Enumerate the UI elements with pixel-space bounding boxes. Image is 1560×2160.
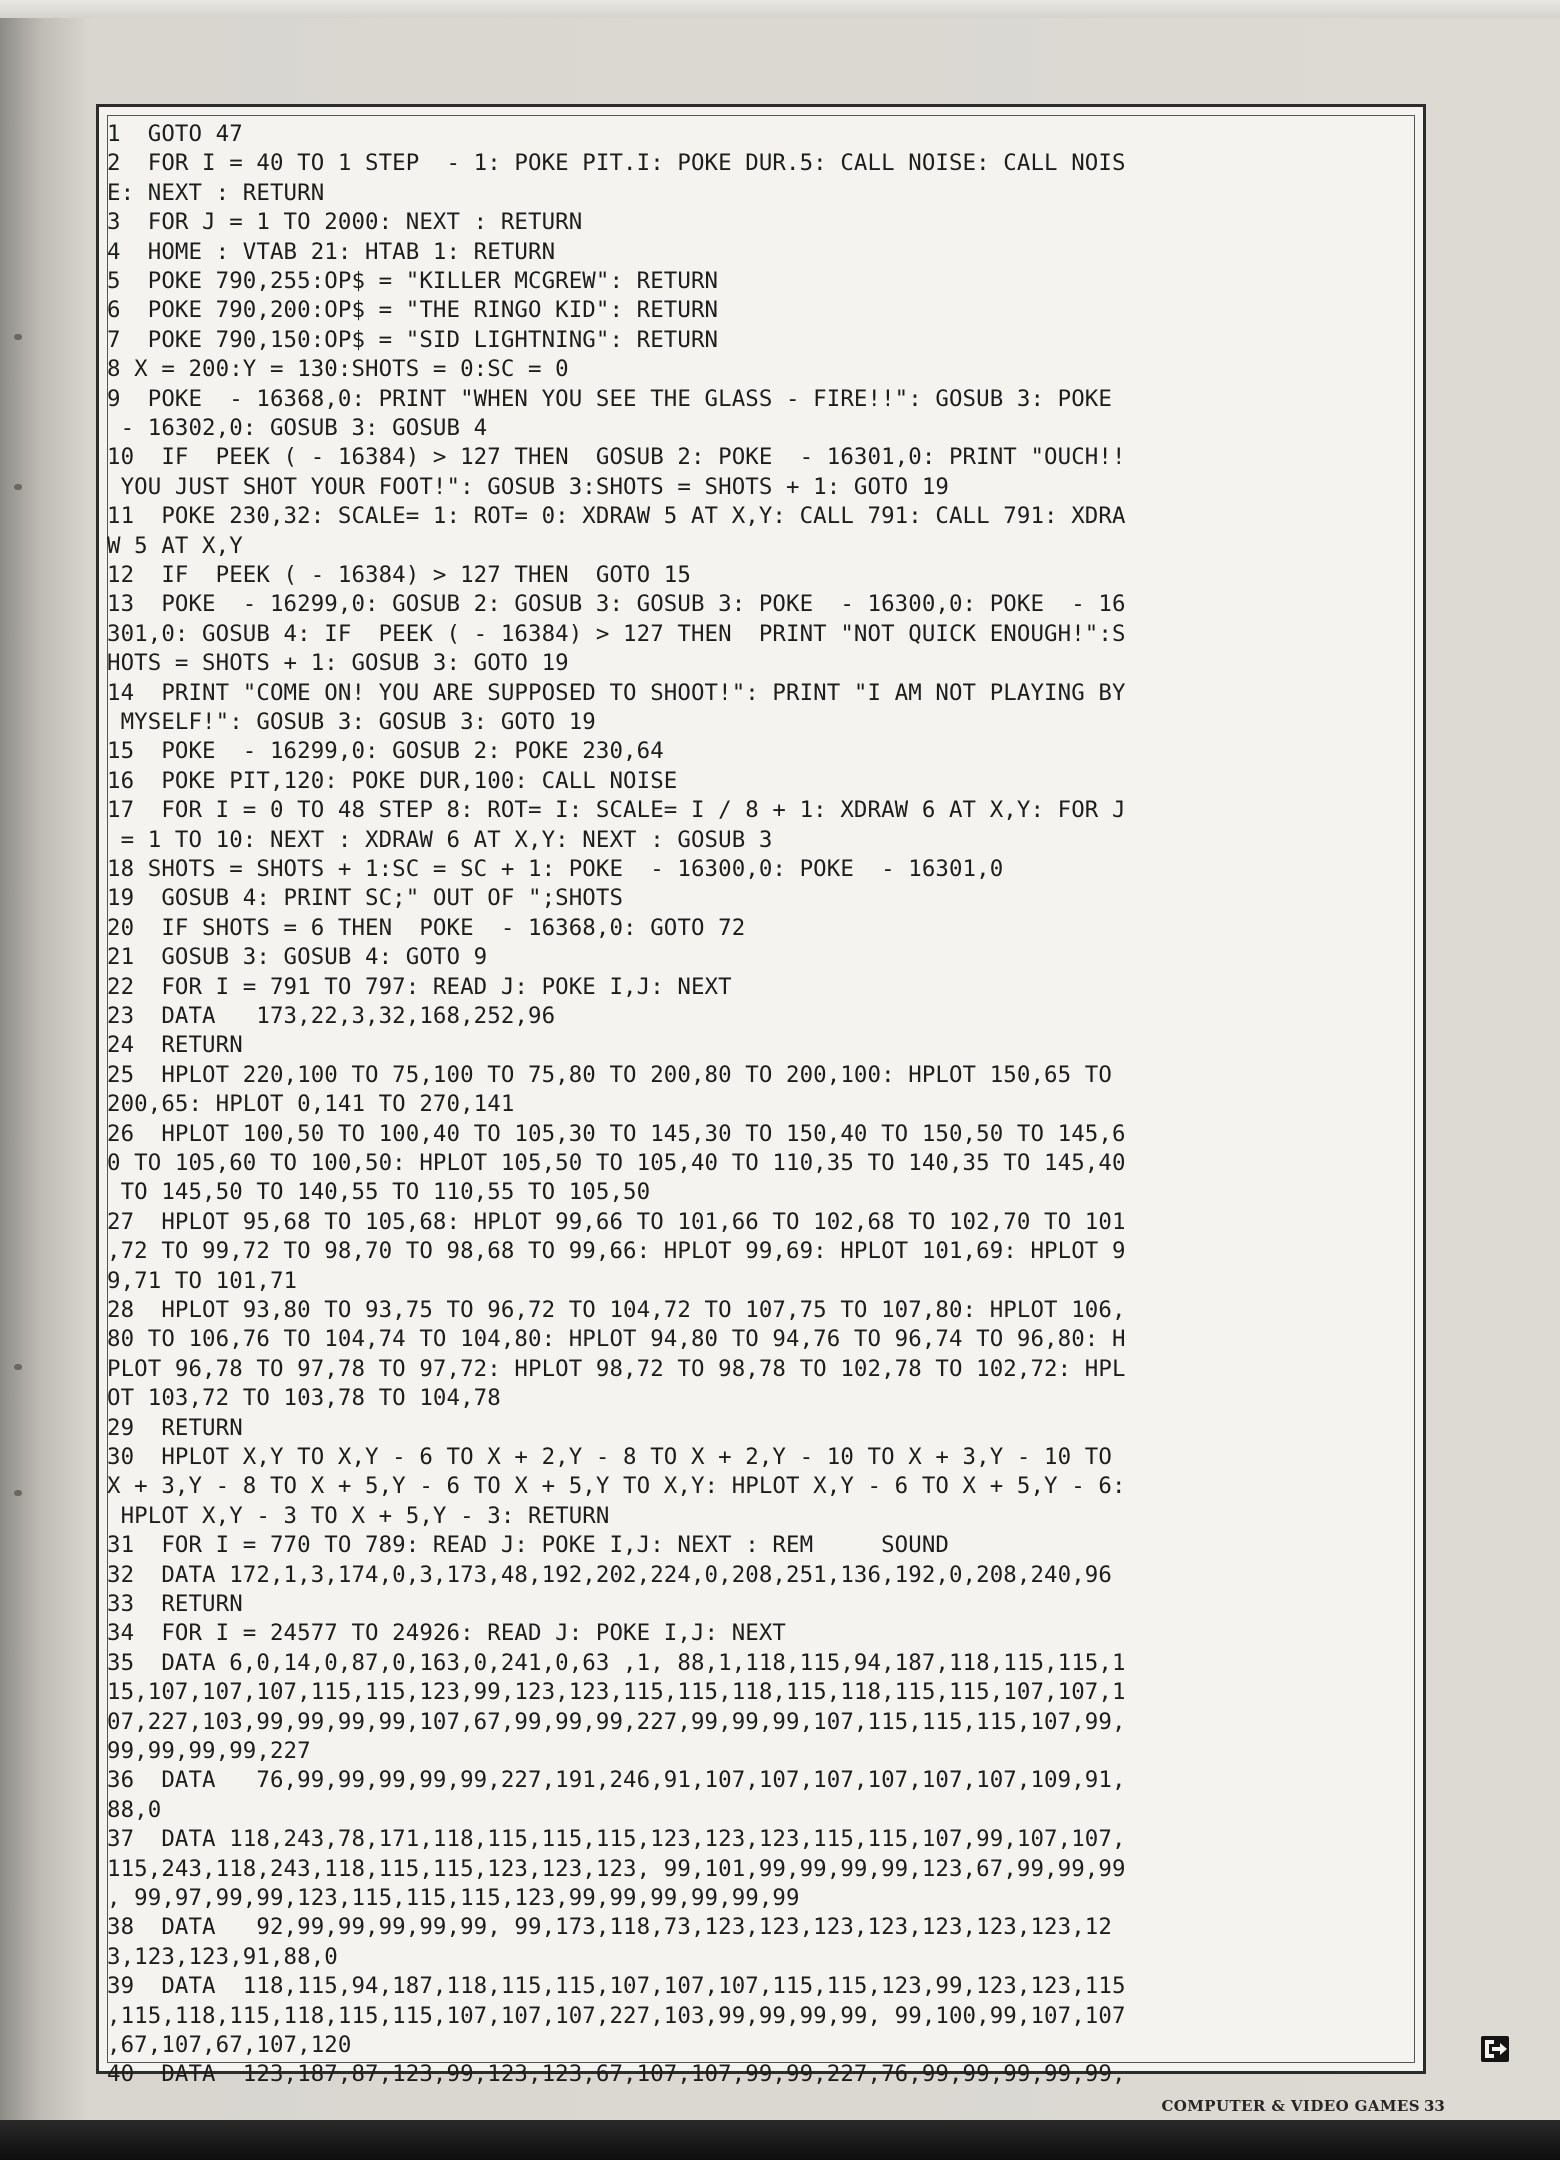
code-line: 16 POKE PIT,120: POKE DUR,100: CALL NOISE [107, 767, 678, 794]
code-line: 88,0 [107, 1796, 162, 1823]
code-line: 29 RETURN [107, 1414, 243, 1441]
code-line: 9 POKE - 16368,0: PRINT "WHEN YOU SEE THE GLASS - FIRE!!": GOSUB 3: POKE [107, 385, 1112, 412]
code-line: 34 FOR I = 24577 TO 24926: READ J: POKE I,J: NEXT [107, 1620, 787, 1647]
program-listing [96, 104, 1426, 2088]
page-number: 33 [1424, 2097, 1445, 2115]
code-line: 07,227,103,99,99,99,99,107,67,99,99,99,227,99,99,99,107,115,115,115,107,99, [107, 1708, 1126, 1735]
code-line: 17 FOR I = 0 TO 48 STEP 8: ROT= I: SCALE= I / 8 + 1: XDRAW 6 AT X,Y: FOR J [107, 797, 1126, 824]
page-top-edge [0, 0, 1560, 18]
code-line: 35 DATA 6,0,14,0,87,0,163,0,241,0,63 ,1, 88,1,118,115,94,187,118,115,115,1 [107, 1649, 1126, 1676]
code-line: 115,243,118,243,118,115,115,123,123,123, 99,101,99,99,99,99,123,67,99,99,99 [107, 1855, 1126, 1882]
code-line: 28 HPLOT 93,80 TO 93,75 TO 96,72 TO 104,72 TO 107,75 TO 107,80: HPLOT 106, [107, 1297, 1126, 1323]
code-line: 23 DATA 173,22,3,32,168,252,96 [107, 1003, 556, 1029]
code-line: 3,123,123,91,88,0 [107, 1943, 338, 1970]
code-line: 7 POKE 790,150:OP$ = "SID LIGHTNING": RETURN [107, 326, 719, 353]
code-line: 2 FOR I = 40 TO 1 STEP - 1: POKE PIT.I: POKE DUR.5: CALL NOISE: CALL NOIS [107, 150, 1126, 177]
code-line: 32 DATA 172,1,3,174,0,3,173,48,192,202,224,0,208,251,136,192,0,208,240,96 [107, 1561, 1112, 1588]
code-line: HPLOT X,Y - 3 TO X + 5,Y - 3: RETURN [107, 1502, 610, 1529]
code-line: 18 SHOTS = SHOTS + 1:SC = SC + 1: POKE - 16300,0: POKE - 16301,0 [107, 856, 1004, 882]
code-line: 13 POKE - 16299,0: GOSUB 2: GOSUB 3: GOSUB 3: POKE - 16300,0: POKE - 16 [107, 591, 1126, 618]
code-line: 21 GOSUB 3: GOSUB 4: GOTO 9 [107, 944, 488, 971]
code-line: 80 TO 106,76 TO 104,74 TO 104,80: HPLOT 94,80 TO 94,76 TO 96,74 TO 96,80: H [107, 1326, 1126, 1353]
code-line: 26 HPLOT 100,50 TO 100,40 TO 105,30 TO 145,30 TO 150,40 TO 150,50 TO 145,6 [107, 1120, 1126, 1147]
code-line: MYSELF!": GOSUB 3: GOSUB 3: GOTO 19 [107, 709, 596, 735]
code-line: PLOT 96,78 TO 97,78 TO 97,72: HPLOT 98,72 TO 98,78 TO 102,78 TO 102,72: HPL [107, 1355, 1126, 1382]
continued-arrow-icon [1480, 2034, 1510, 2064]
code-line: 8 X = 200:Y = 130:SHOTS = 0:SC = 0 [107, 356, 569, 383]
code-line: 5 POKE 790,255:OP$ = "KILLER MCGREW": RETURN [107, 268, 719, 294]
code-line: 24 RETURN [107, 1032, 243, 1059]
code-line: 39 DATA 118,115,94,187,118,115,115,107,107,107,115,115,123,99,123,123,115 [107, 1973, 1126, 2000]
code-line: 33 RETURN [107, 1591, 243, 1617]
code-line: 0 TO 105,60 TO 100,50: HPLOT 105,50 TO 105,40 TO 110,35 TO 140,35 TO 145,40 [107, 1150, 1126, 1176]
code-line: 4 HOME : VTAB 21: HTAB 1: RETURN [107, 238, 556, 265]
code-line: 30 HPLOT X,Y TO X,Y - 6 TO X + 2,Y - 8 TO X + 2,Y - 10 TO X + 3,Y - 10 TO [107, 1444, 1112, 1470]
code-line: 19 GOSUB 4: PRINT SC;" OUT OF ";SHOTS [107, 885, 624, 912]
code-line: HOTS = SHOTS + 1: GOSUB 3: GOTO 19 [107, 650, 569, 677]
code-line: , 99,97,99,99,123,115,115,115,123,99,99,99,99,99,99 [107, 1885, 800, 1911]
code-line: 31 FOR I = 770 TO 789: READ J: POKE I,J: NEXT : REM SOUND [107, 1532, 949, 1559]
code-line: 6 POKE 790,200:OP$ = "THE RINGO KID": RETURN [107, 297, 719, 324]
code-line: 3 FOR J = 1 TO 2000: NEXT : RETURN [107, 209, 583, 236]
page-bottom-edge [0, 2120, 1560, 2160]
code-line: ,72 TO 99,72 TO 98,70 TO 98,68 TO 99,66: HPLOT 99,69: HPLOT 101,69: HPLOT 9 [107, 1238, 1126, 1265]
code-line: = 1 TO 10: NEXT : XDRAW 6 AT X,Y: NEXT : GOSUB 3 [107, 826, 773, 853]
binding-mark [14, 334, 22, 340]
code-line: 12 IF PEEK ( - 16384) > 127 THEN GOTO 15 [107, 562, 691, 588]
code-line: 1 GOTO 47 [107, 121, 243, 147]
code-line: ,67,107,67,107,120 [107, 2032, 352, 2058]
code-line: E: NEXT : RETURN [107, 179, 325, 206]
code-line: 10 IF PEEK ( - 16384) > 127 THEN GOSUB 2: POKE - 16301,0: PRINT "OUCH!! [107, 444, 1126, 471]
code-line: 15,107,107,107,115,115,123,99,123,123,115,115,118,115,118,115,115,107,107,1 [107, 1679, 1126, 1706]
binding-mark [14, 1490, 22, 1496]
code-line: 14 PRINT "COME ON! YOU ARE SUPPOSED TO SHOOT!": PRINT "I AM NOT PLAYING BY [107, 679, 1126, 706]
code-line: 20 IF SHOTS = 6 THEN POKE - 16368,0: GOTO 72 [107, 914, 746, 941]
code-line: 40 DATA 123,187,87,123,99,123,123,67,107,107,99,99,227,76,99,99,99,99,99, [107, 2061, 1126, 2088]
code-line: TO 145,50 TO 140,55 TO 110,55 TO 105,50 [107, 1179, 651, 1206]
code-line: 22 FOR I = 791 TO 797: READ J: POKE I,J: NEXT [107, 973, 732, 1000]
binding-mark [14, 484, 22, 490]
code-line: OT 103,72 TO 103,78 TO 104,78 [107, 1385, 501, 1412]
code-line: 200,65: HPLOT 0,141 TO 270,141 [107, 1091, 515, 1118]
code-line: 301,0: GOSUB 4: IF PEEK ( - 16384) > 127 THEN PRINT "NOT QUICK ENOUGH!":S [107, 620, 1126, 647]
code-line: YOU JUST SHOT YOUR FOOT!": GOSUB 3:SHOTS = SHOTS + 1: GOTO 19 [107, 473, 949, 500]
code-line: 15 POKE - 16299,0: GOSUB 2: POKE 230,64 [107, 738, 664, 765]
code-line: X + 3,Y - 8 TO X + 5,Y - 6 TO X + 5,Y TO X,Y: HPLOT X,Y - 6 TO X + 5,Y - 6: [107, 1473, 1126, 1500]
code-line: W 5 AT X,Y [107, 532, 243, 559]
code-line: 99,99,99,99,227 [107, 1738, 311, 1764]
code-line: 38 DATA 92,99,99,99,99,99, 99,173,118,73,123,123,123,123,123,123,123,12 [107, 1914, 1112, 1941]
magazine-name: COMPUTER & VIDEO GAMES [1161, 2097, 1420, 2115]
code-line: 9,71 TO 101,71 [107, 1267, 298, 1294]
code-line: 25 HPLOT 220,100 TO 75,100 TO 75,80 TO 200,80 TO 200,100: HPLOT 150,65 TO [107, 1061, 1112, 1088]
binding-mark [14, 1364, 22, 1370]
code-line: ,115,118,115,118,115,115,107,107,107,227,103,99,99,99,99, 99,100,99,107,107 [107, 2002, 1126, 2029]
code-line: 11 POKE 230,32: SCALE= 1: ROT= 0: XDRAW 5 AT X,Y: CALL 791: CALL 791: XDRA [107, 503, 1126, 530]
code-line: 37 DATA 118,243,78,171,118,115,115,115,123,123,123,115,115,107,99,107,107, [107, 1826, 1126, 1853]
code-line: - 16302,0: GOSUB 3: GOSUB 4 [107, 415, 488, 441]
code-line: 36 DATA 76,99,99,99,99,99,227,191,246,91,107,107,107,107,107,107,109,91, [107, 1767, 1126, 1794]
code-line: 27 HPLOT 95,68 TO 105,68: HPLOT 99,66 TO 101,66 TO 102,68 TO 102,70 TO 101 [107, 1208, 1126, 1235]
